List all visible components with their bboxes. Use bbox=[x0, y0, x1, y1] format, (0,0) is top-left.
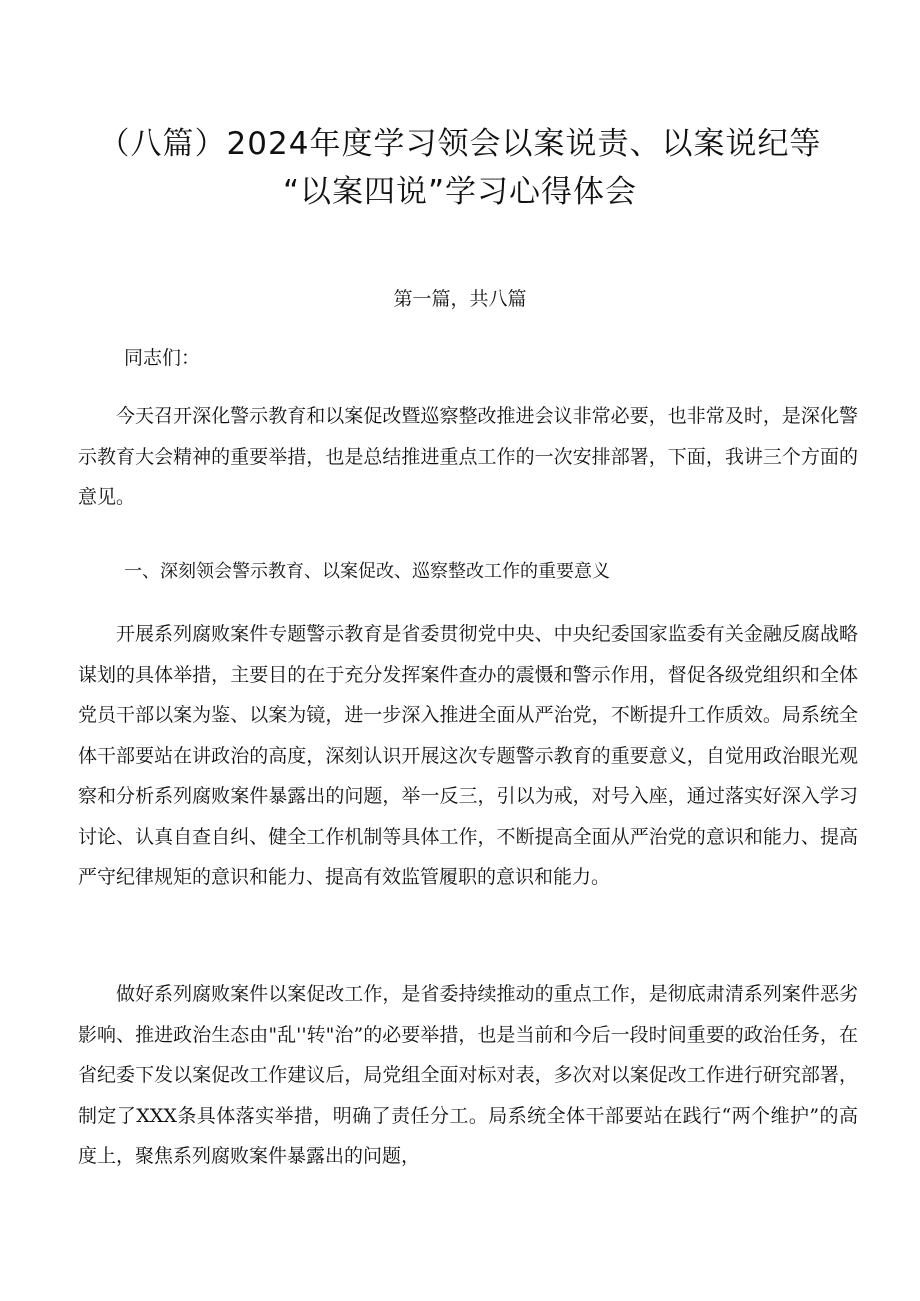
part-label: 第一篇，共八篇 bbox=[393, 288, 527, 310]
document-title-line-2: “以案四说”学习心得体会 bbox=[282, 174, 638, 210]
section-heading-1: 一、深刻领会警示教育、以案促改、巡察整改工作的重要意义 bbox=[124, 561, 610, 582]
body-paragraph-2: 开展系列腐败案件专题警示教育是省委贯彻党中央、中央纪委国家监委有关金融反腐战略谋划的具体举措，主要目的在于充分发挥案件查办的震慑和警示作用，督促各级党组织和全体党员干部以案为鉴、以案为镜，进一步深入推进全面从严治党，不断提升工作质效。局系统全体干部要站在讲政治的高度，深刻认识开展这次专题警示教育的重要意义，自觉用政治眼光观察和分析系列腐败案件暴露出的问题，举一反三，引以为戒，对号入座，通过落实好深入学习讨论、认真自查自纠、健全工作机制等具体工作，不断提高全面从严治党的意识和能力、提高严守纪律规矩的意识和能力、提高有效监管履职的意识和能力。 bbox=[78, 623, 858, 888]
body-paragraph-3: 做好系列腐败案件以案促改工作，是省委持续推动的重点工作，是彻底肃清系列案件恶劣影响、推进政治生态由"乱''转"治”的必要举措，也是当前和今后一段时间重要的政治任务，在省纪委下发以案促改工作建议后，局党组全面对标对表，多次对以案促改工作进行研究部署，制定了XXX条具体落实举措，明确了责任分工。局系统全体干部要站在践行“两个维护”的高度上，聚焦系列腐败案件暴露出的问题， bbox=[78, 983, 858, 1167]
body-paragraph-1: 今天召开深化警示教育和以案促改暨巡察整改推进会议非常必要，也非常及时，是深化警示教育大会精神的重要举措，也是总结推进重点工作的一次安排部署，下面，我讲三个方面的意见。 bbox=[78, 405, 858, 508]
salutation: 同志们： bbox=[124, 347, 201, 369]
document-title-line-1: （八篇）2024年度学习领会以案说责、以案说纪等 bbox=[98, 126, 822, 162]
